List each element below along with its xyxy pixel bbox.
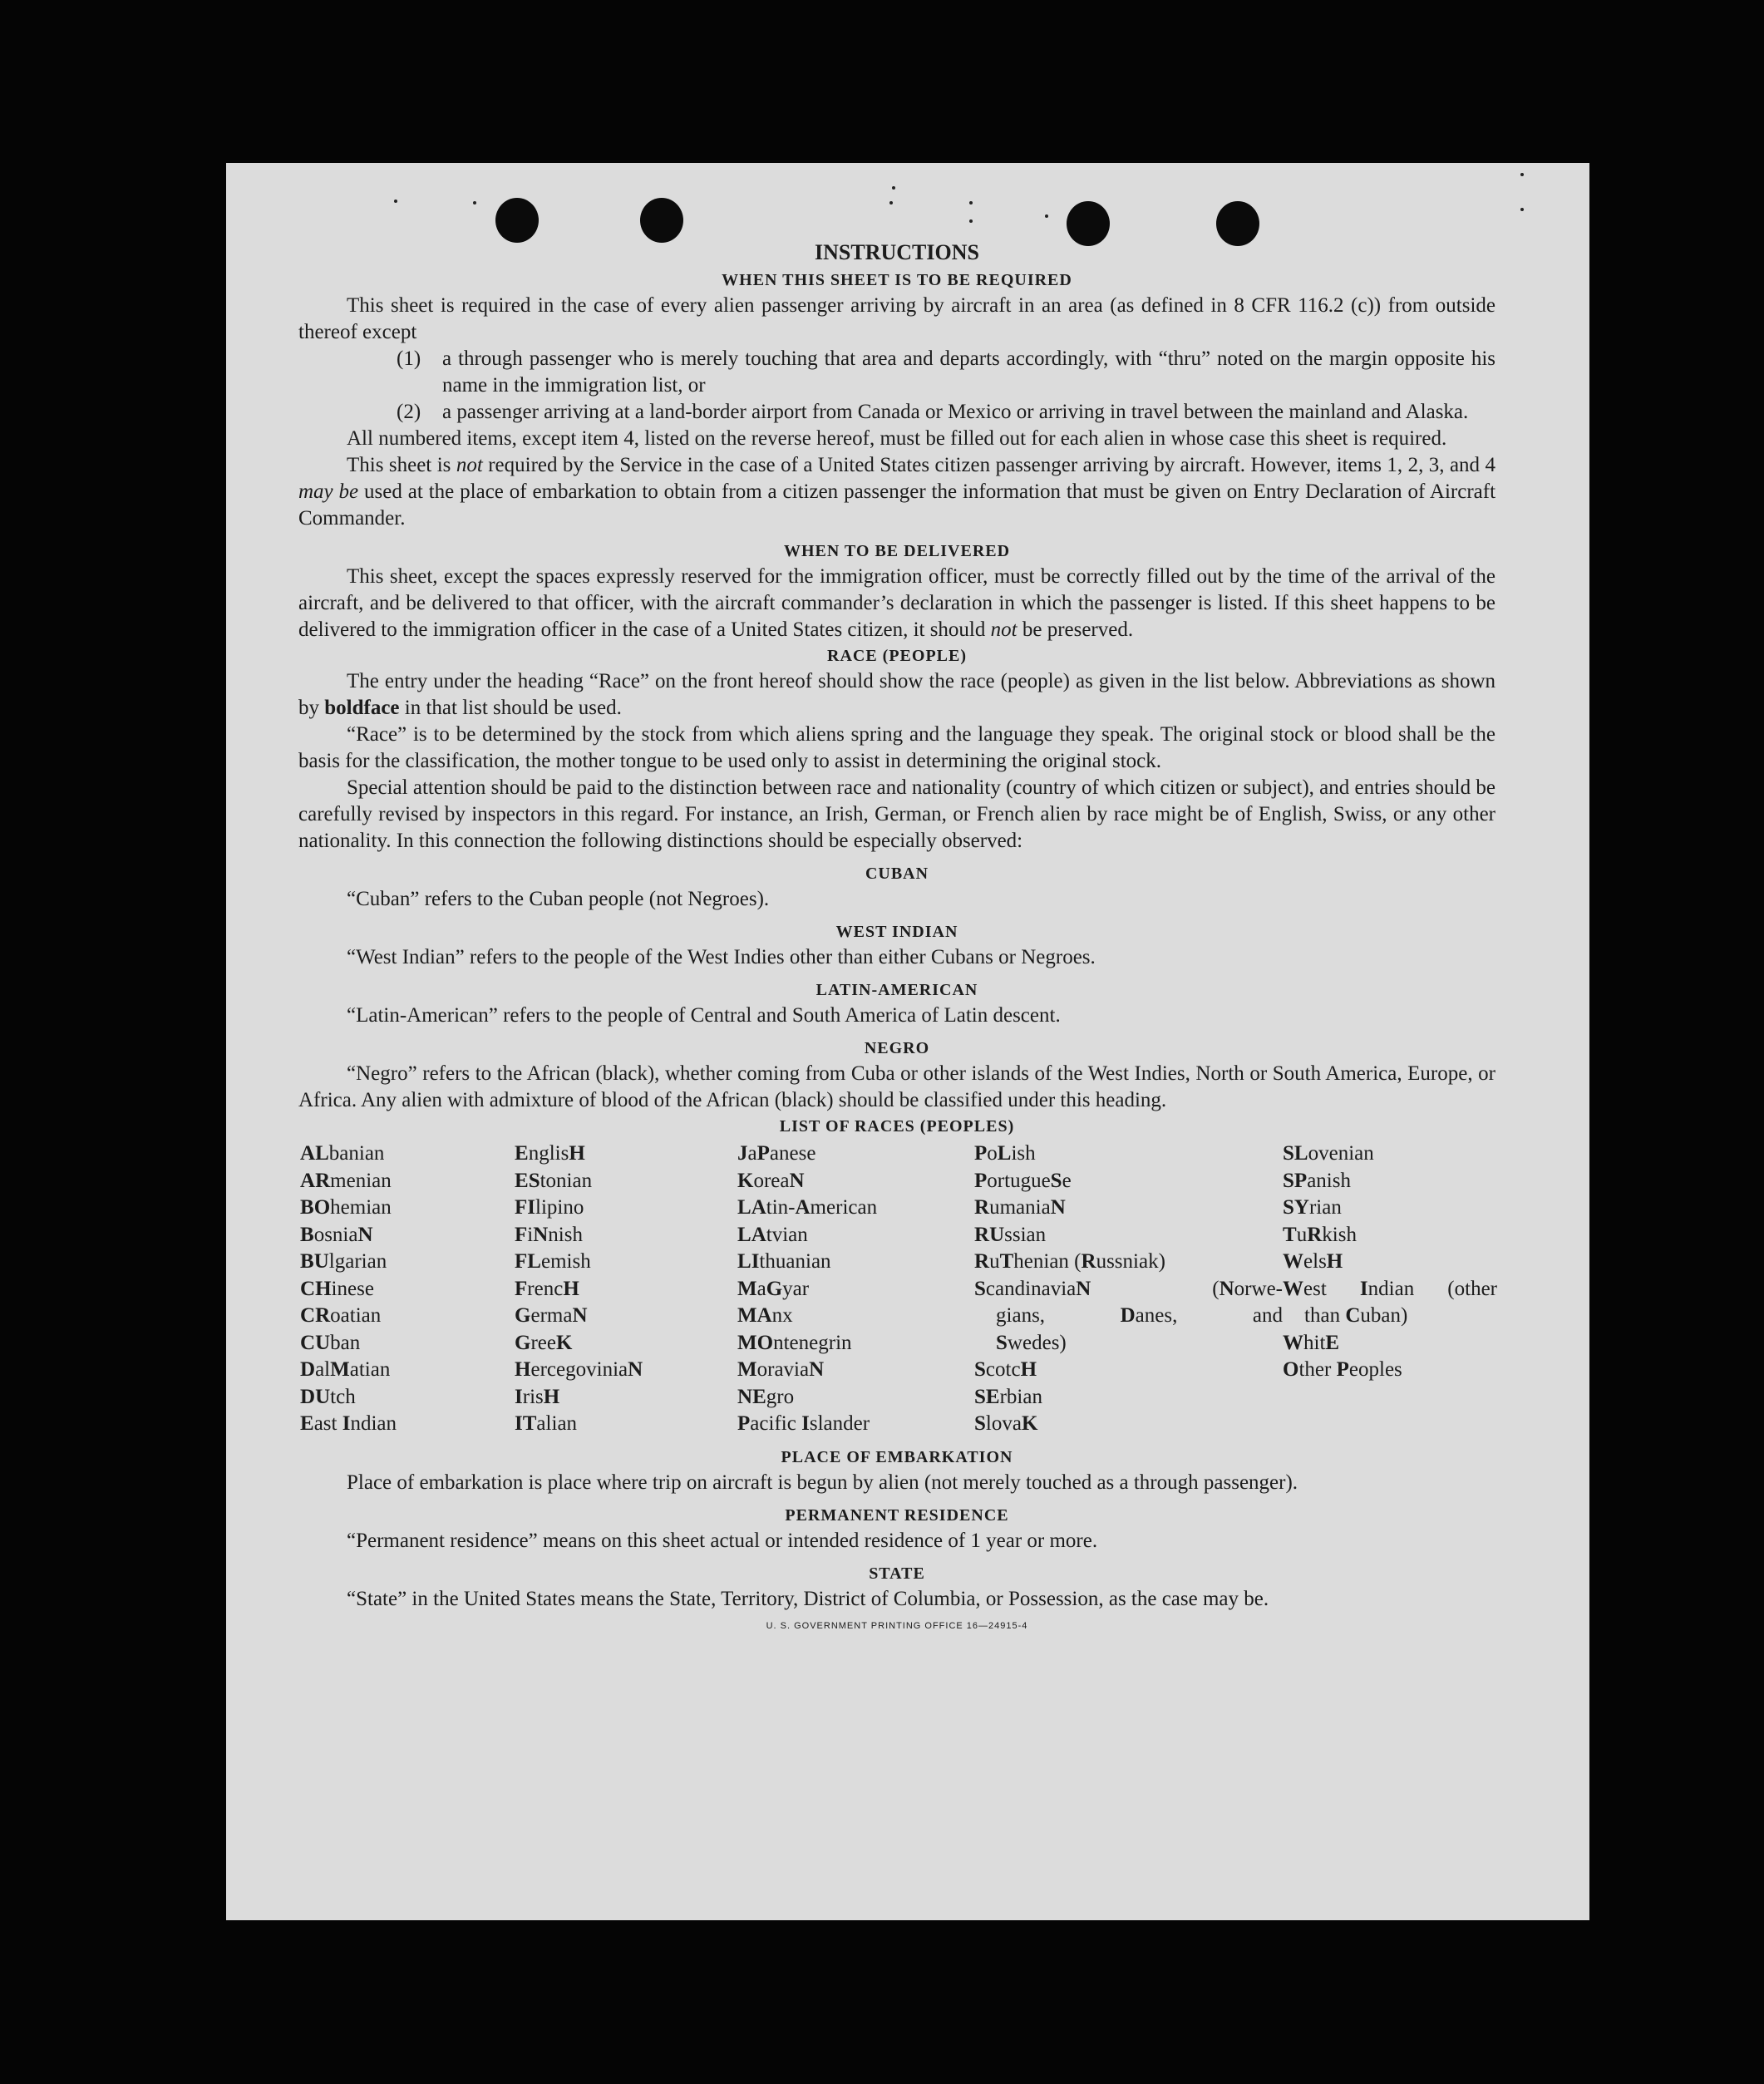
race-entry: ALbanian (300, 1142, 385, 1165)
speck (1045, 214, 1048, 218)
speck (473, 201, 476, 204)
race-entry: JaPanese (737, 1142, 816, 1165)
race-entry: gians, Danes, and (996, 1304, 1284, 1327)
race-entry: ScotcH (974, 1358, 1037, 1381)
item-number: (1) (397, 347, 421, 370)
race-entry: ARmenian (300, 1169, 392, 1192)
race-entry: LIthuanian (737, 1250, 831, 1273)
item-number: (2) (397, 401, 421, 423)
race-entry: GermaN (515, 1304, 588, 1327)
heading-when-required: WHEN THIS SHEET IS TO BE REQUIRED (722, 271, 1072, 289)
punch-hole (640, 198, 683, 243)
speck (969, 201, 973, 204)
race-entry: MoraviaN (737, 1358, 825, 1381)
race-entry: FLemish (515, 1250, 591, 1273)
heading-west-indian: WEST INDIAN (835, 923, 958, 941)
speck (889, 201, 893, 204)
paragraph: “West Indian” refers to the people of the West Indies other than either Cubans or Negroes. (347, 946, 1096, 968)
race-entry: NEgro (737, 1385, 795, 1408)
race-entry: PortugueSe (974, 1169, 1072, 1192)
race-entry: SErbian (974, 1385, 1042, 1408)
race-entry: HercegoviniaN (515, 1358, 643, 1381)
race-entry: RumaniaN (974, 1196, 1066, 1219)
paragraph: This sheet, except the spaces expressly reserved for the immigration officer, must be correctly filled out by the time of the arrival of the aircraft, and be delivered to that officer, with the aircraft commander’s declaration in which the passenger is listed. If this sheet happens to be delivered to the immigration officer in the case of a United States citizen, it should not be preserved. (298, 565, 1495, 641)
race-entry: SlovaK (974, 1412, 1038, 1435)
punch-hole (495, 198, 539, 243)
heading-state: STATE (869, 1564, 925, 1583)
race-entry: DalMatian (300, 1358, 391, 1381)
race-column (300, 1141, 515, 1438)
race-entry: WhitE (1283, 1331, 1340, 1354)
race-entry: MaGyar (737, 1277, 810, 1300)
paragraph: Special attention should be paid to the distinction between race and nationality (country of which citizen or subject), and entries should be carefully revised by inspectors in this regard. For instance, an Irish, German, or French alien by race might be of English, Swiss, or any other nationality. In this connection the following distinctions should be especially observed: (298, 776, 1495, 852)
paragraph: All numbered items, except item 4, listed on the reverse hereof, must be filled out for each alien in whose case this sheet is required. (347, 427, 1447, 450)
paragraph: “State” in the United States means the State, Territory, District of Columbia, or Possession, as the case may be. (347, 1587, 1269, 1610)
printer-imprint: U. S. GOVERNMENT PRINTING OFFICE 16—24915-4 (766, 1620, 1028, 1631)
document-page (226, 163, 1589, 1920)
race-entry: DUtch (300, 1385, 356, 1408)
item-text: a passenger arriving at a land-border airport from Canada or Mexico or arriving in travel between the mainland and Alaska. (442, 401, 1469, 423)
race-column (1283, 1141, 1497, 1438)
race-column (974, 1141, 1283, 1438)
list-item (298, 346, 1495, 399)
race-entry: East Indian (300, 1412, 397, 1435)
speck (892, 186, 895, 190)
race-list (300, 1141, 1495, 1438)
race-entry: MOntenegrin (737, 1331, 852, 1354)
race-entry: MAnx (737, 1304, 793, 1327)
item-text: a through passenger who is merely touching that area and departs accordingly, with “thru” noted on the margin opposite his name in the immigration list, or (442, 347, 1495, 397)
speck (1520, 208, 1524, 211)
speck (969, 219, 973, 223)
race-entry: TuRkish (1283, 1223, 1357, 1246)
race-entry: Other Peoples (1283, 1358, 1402, 1381)
race-entry: West Indian (other (1283, 1277, 1497, 1300)
race-entry: GreeK (515, 1331, 573, 1354)
paragraph: “Race” is to be determined by the stock from which aliens spring and the language they speak. The original stock or blood shall be the basis for the classification, the mother tongue to be used only to assist in determining the original stock. (298, 723, 1495, 772)
paragraph: This sheet is not required by the Service in the case of a United States citizen passenger arriving by aircraft. However, items 1, 2, 3, and 4 may be used at the place of embarkation to obtain from a citizen passenger the information that must be given on Entry Declaration of Aircraft Commander. (298, 454, 1496, 530)
race-entry: Swedes) (996, 1331, 1067, 1354)
heading-race: RACE (PEOPLE) (827, 647, 967, 665)
paragraph: “Latin-American” refers to the people of Central and South America of Latin descent. (347, 1004, 1061, 1027)
race-entry: LAtvian (737, 1223, 808, 1246)
speck (394, 200, 397, 203)
race-entry: EStonian (515, 1169, 593, 1192)
paragraph: The entry under the heading “Race” on the front hereof should show the race (people) as given in the list below. Abbreviations as shown by boldface in that list should be used. (298, 670, 1495, 719)
race-entry: LAtin-American (737, 1196, 878, 1219)
race-entry: RuThenian (Russniak) (974, 1250, 1165, 1273)
race-entry: CHinese (300, 1277, 374, 1300)
heading-negro: NEGRO (864, 1039, 930, 1057)
race-entry: Pacific Islander (737, 1412, 870, 1435)
heading-list-of-races: LIST OF RACES (PEOPLES) (779, 1117, 1015, 1136)
race-entry: IrisH (515, 1385, 560, 1408)
race-entry: than Cuban) (1304, 1304, 1408, 1327)
race-entry: SYrian (1283, 1196, 1342, 1219)
race-column (515, 1141, 737, 1438)
heading-latin-american: LATIN-AMERICAN (815, 981, 978, 999)
heading-cuban: CUBAN (865, 865, 929, 883)
paragraph: Place of embarkation is place where trip on aircraft is begun by alien (not merely touched as a through passenger). (347, 1471, 1298, 1494)
race-entry: ScandinaviaN (Norwe- (974, 1277, 1283, 1300)
race-entry: BOhemian (300, 1196, 392, 1219)
paragraph: “Permanent residence” means on this sheet actual or intended residence of 1 year or more. (347, 1529, 1098, 1552)
race-entry: SPanish (1283, 1169, 1351, 1192)
paragraph: “Negro” refers to the African (black), whether coming from Cuba or other islands of the West Indies, North or South America, Europe, or Africa. Any alien with admixture of blood of the African (black) should be classified under this heading. (298, 1062, 1495, 1111)
race-entry: RUssian (974, 1223, 1047, 1246)
paragraph: This sheet is required in the case of every alien passenger arriving by aircraft in an area (as defined in 8 CFR 116.2 (c)) from outside thereof except (298, 294, 1495, 343)
race-entry: KoreaN (737, 1169, 805, 1192)
list-item (298, 399, 1495, 426)
race-entry: SLovenian (1283, 1142, 1374, 1165)
race-entry: EnglisH (515, 1142, 585, 1165)
instructions-text (298, 238, 1495, 1634)
paragraph: “Cuban” refers to the Cuban people (not Negroes). (347, 888, 770, 910)
page-title: INSTRUCTIONS (815, 240, 979, 264)
race-entry: ITalian (515, 1412, 578, 1435)
race-entry: FiNnish (515, 1223, 583, 1246)
race-column (737, 1141, 974, 1438)
speck (1520, 173, 1524, 176)
race-entry: CUban (300, 1331, 361, 1354)
race-entry: PoLish (974, 1142, 1036, 1165)
race-entry: WelsH (1283, 1250, 1343, 1273)
race-entry: FIlipino (515, 1196, 584, 1219)
race-entry: FrencH (515, 1277, 579, 1300)
heading-when-delivered: WHEN TO BE DELIVERED (783, 542, 1011, 560)
race-entry: BosniaN (300, 1223, 373, 1246)
heading-embarkation: PLACE OF EMBARKATION (781, 1447, 1013, 1466)
race-entry: CRoatian (300, 1304, 382, 1327)
race-entry: BUlgarian (300, 1250, 387, 1273)
heading-permanent-residence: PERMANENT RESIDENCE (785, 1505, 1009, 1525)
